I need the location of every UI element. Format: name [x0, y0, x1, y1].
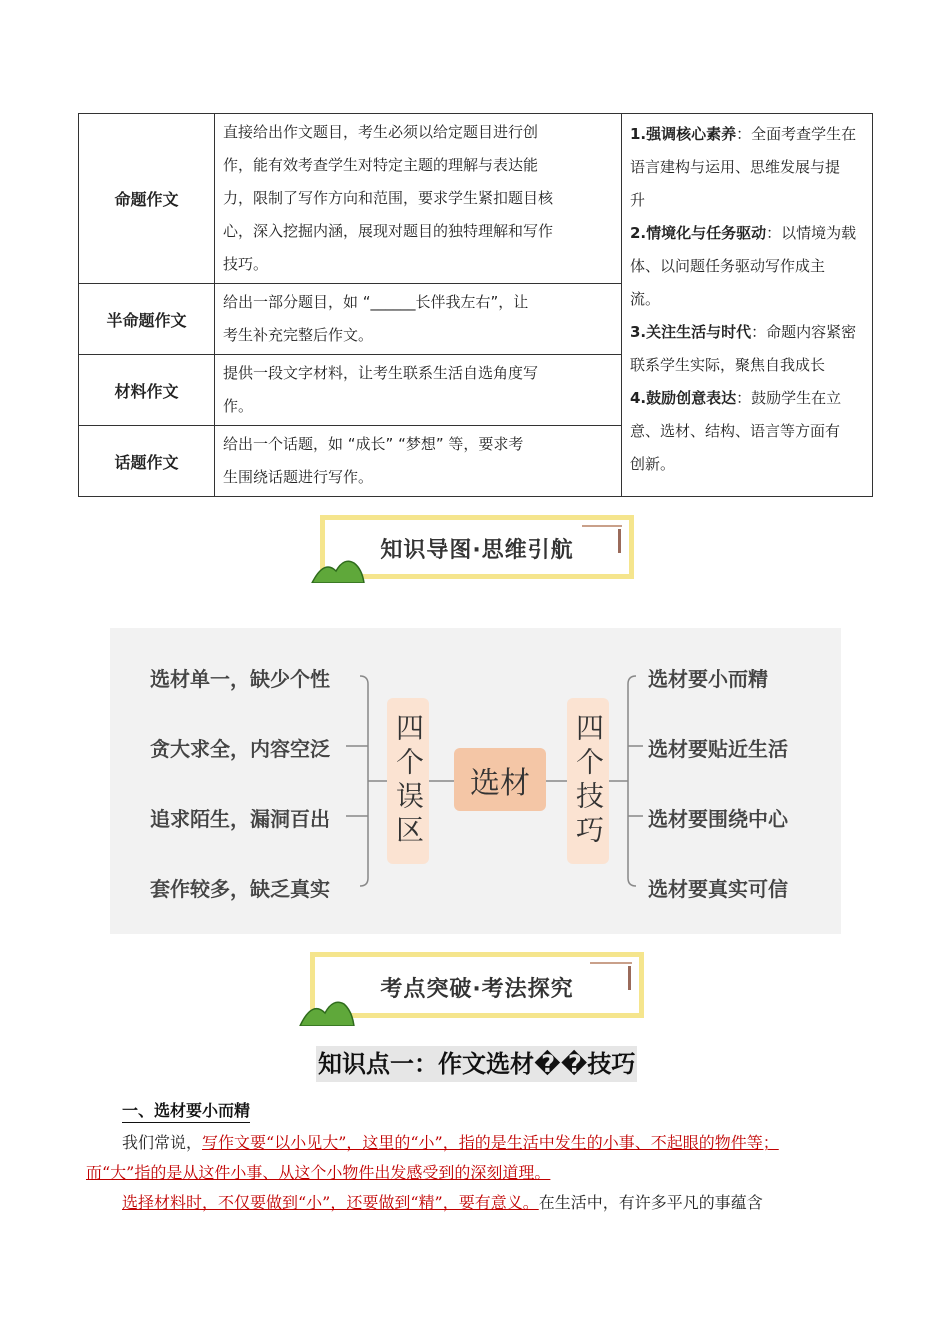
desc-cell	[215, 114, 622, 284]
banner-title: 考点突破·考法探究	[380, 977, 574, 1002]
mind-map	[110, 628, 841, 934]
desc-line: 给出一部分题目，如 “______长伴我左右”，让	[223, 293, 529, 311]
technique-item: 选材要贴近生活	[648, 737, 788, 761]
trend-line: 语言建构与运用、思维发展与提	[630, 158, 841, 176]
paragraph-text: 在生活中，有许多平凡的事蕴含	[538, 1193, 763, 1212]
trend-line: 流。	[630, 290, 661, 308]
desc-line: 作，能有效考查学生对特定主题的理解与表达能	[223, 156, 539, 174]
trend-line: ：以情境为载	[766, 224, 857, 242]
trend-head: 4.鼓励创意表达	[630, 389, 737, 407]
trend-item	[630, 382, 864, 415]
trend-line: ：鼓励学生在立	[736, 389, 842, 407]
banner-decoration	[590, 962, 632, 964]
technique-item: 选材要围绕中心	[648, 807, 788, 831]
trend-head: 3.关注生活与时代	[630, 323, 752, 341]
desc-line: 技巧。	[223, 255, 269, 273]
trend-item	[630, 316, 864, 349]
desc-line: 心，深入挖掘内涵，展现对题目的独特理解和写作	[223, 222, 554, 240]
desc-line: 直接给出作文题目，考生必须以给定题目进行创	[223, 123, 539, 141]
desc-cell	[215, 284, 622, 355]
desc-cell	[215, 426, 622, 497]
paragraph-line	[122, 1188, 912, 1218]
desc-line: 生围绕话题进行写作。	[223, 468, 374, 486]
paragraph-line	[122, 1128, 912, 1158]
knowledge-point-title: 知识点一：作文选材��技巧	[316, 1046, 637, 1082]
center-topic: 选材	[454, 748, 546, 811]
desc-line: 作。	[223, 397, 254, 415]
four-techniques-label: 四个技巧	[567, 698, 609, 864]
trend-line: 联系学生实际，聚焦自我成长	[630, 356, 826, 374]
trend-line: 创新。	[630, 455, 676, 473]
desc-cell	[215, 355, 622, 426]
type-cell: 话题作文	[79, 426, 215, 497]
trend-line: ：命题内容紧密	[751, 323, 857, 341]
mountain-icon	[298, 994, 356, 1026]
trend-line: 意、选材、结构、语言等方面有	[630, 422, 841, 440]
table-row	[79, 114, 873, 284]
banner-decoration	[582, 525, 622, 527]
trend-item	[630, 118, 864, 151]
trend-line: 升	[630, 191, 646, 209]
desc-line: 考生补充完整后作文。	[223, 326, 374, 344]
type-cell: 材料作文	[79, 355, 215, 426]
mistake-item: 追求陌生，漏洞百出	[150, 807, 330, 831]
mistake-item: 贪大求全，内容空泛	[150, 737, 330, 761]
mindmap-section-banner	[320, 515, 634, 579]
desc-line: 提供一段文字材料，让考生联系生活自选角度写	[223, 364, 539, 382]
highlighted-text: 写作文要“以小见大”，这里的“小”，指的是生活中发生的小事、不起眼的物件等；	[202, 1133, 779, 1152]
composition-type-table	[78, 113, 873, 497]
technique-item: 选材要真实可信	[648, 877, 788, 901]
type-cell: 半命题作文	[79, 284, 215, 355]
trend-item	[630, 217, 864, 250]
desc-line: 力，限制了写作方向和范围，要求学生紧扣题目核	[223, 189, 554, 207]
trend-line: 体、以问题任务驱动写作成主	[630, 257, 826, 275]
desc-line: 给出一个话题，如 “成长” “梦想” 等，要求考	[223, 435, 524, 453]
mistake-item: 套作较多，缺乏真实	[150, 877, 330, 901]
highlighted-text: 而“大”指的是从这件小事、从这个小物件出发感受到的深刻道理。	[86, 1163, 551, 1182]
paragraph-text: 我们常说，	[122, 1133, 203, 1152]
mountain-icon	[310, 553, 366, 583]
paragraph-line	[86, 1158, 876, 1188]
trend-line: ：全面考查学生在	[736, 125, 857, 143]
banner-title: 知识导图·思维引航	[380, 538, 574, 563]
mistake-item: 选材单一，缺少个性	[150, 667, 330, 691]
trend-head: 1.强调核心素养	[630, 125, 737, 143]
sub-heading: 一、选材要小而精	[122, 1100, 250, 1123]
exam-section-banner	[310, 952, 644, 1018]
four-mistakes-label: 四个误区	[387, 698, 429, 864]
highlighted-text: 选择材料时，不仅要做到“小”，还要做到“精”，要有意义。	[122, 1193, 539, 1212]
trend-cell	[622, 114, 873, 497]
type-cell: 命题作文	[79, 114, 215, 284]
technique-item: 选材要小而精	[648, 667, 768, 691]
trend-head: 2.情境化与任务驱动	[630, 224, 767, 242]
